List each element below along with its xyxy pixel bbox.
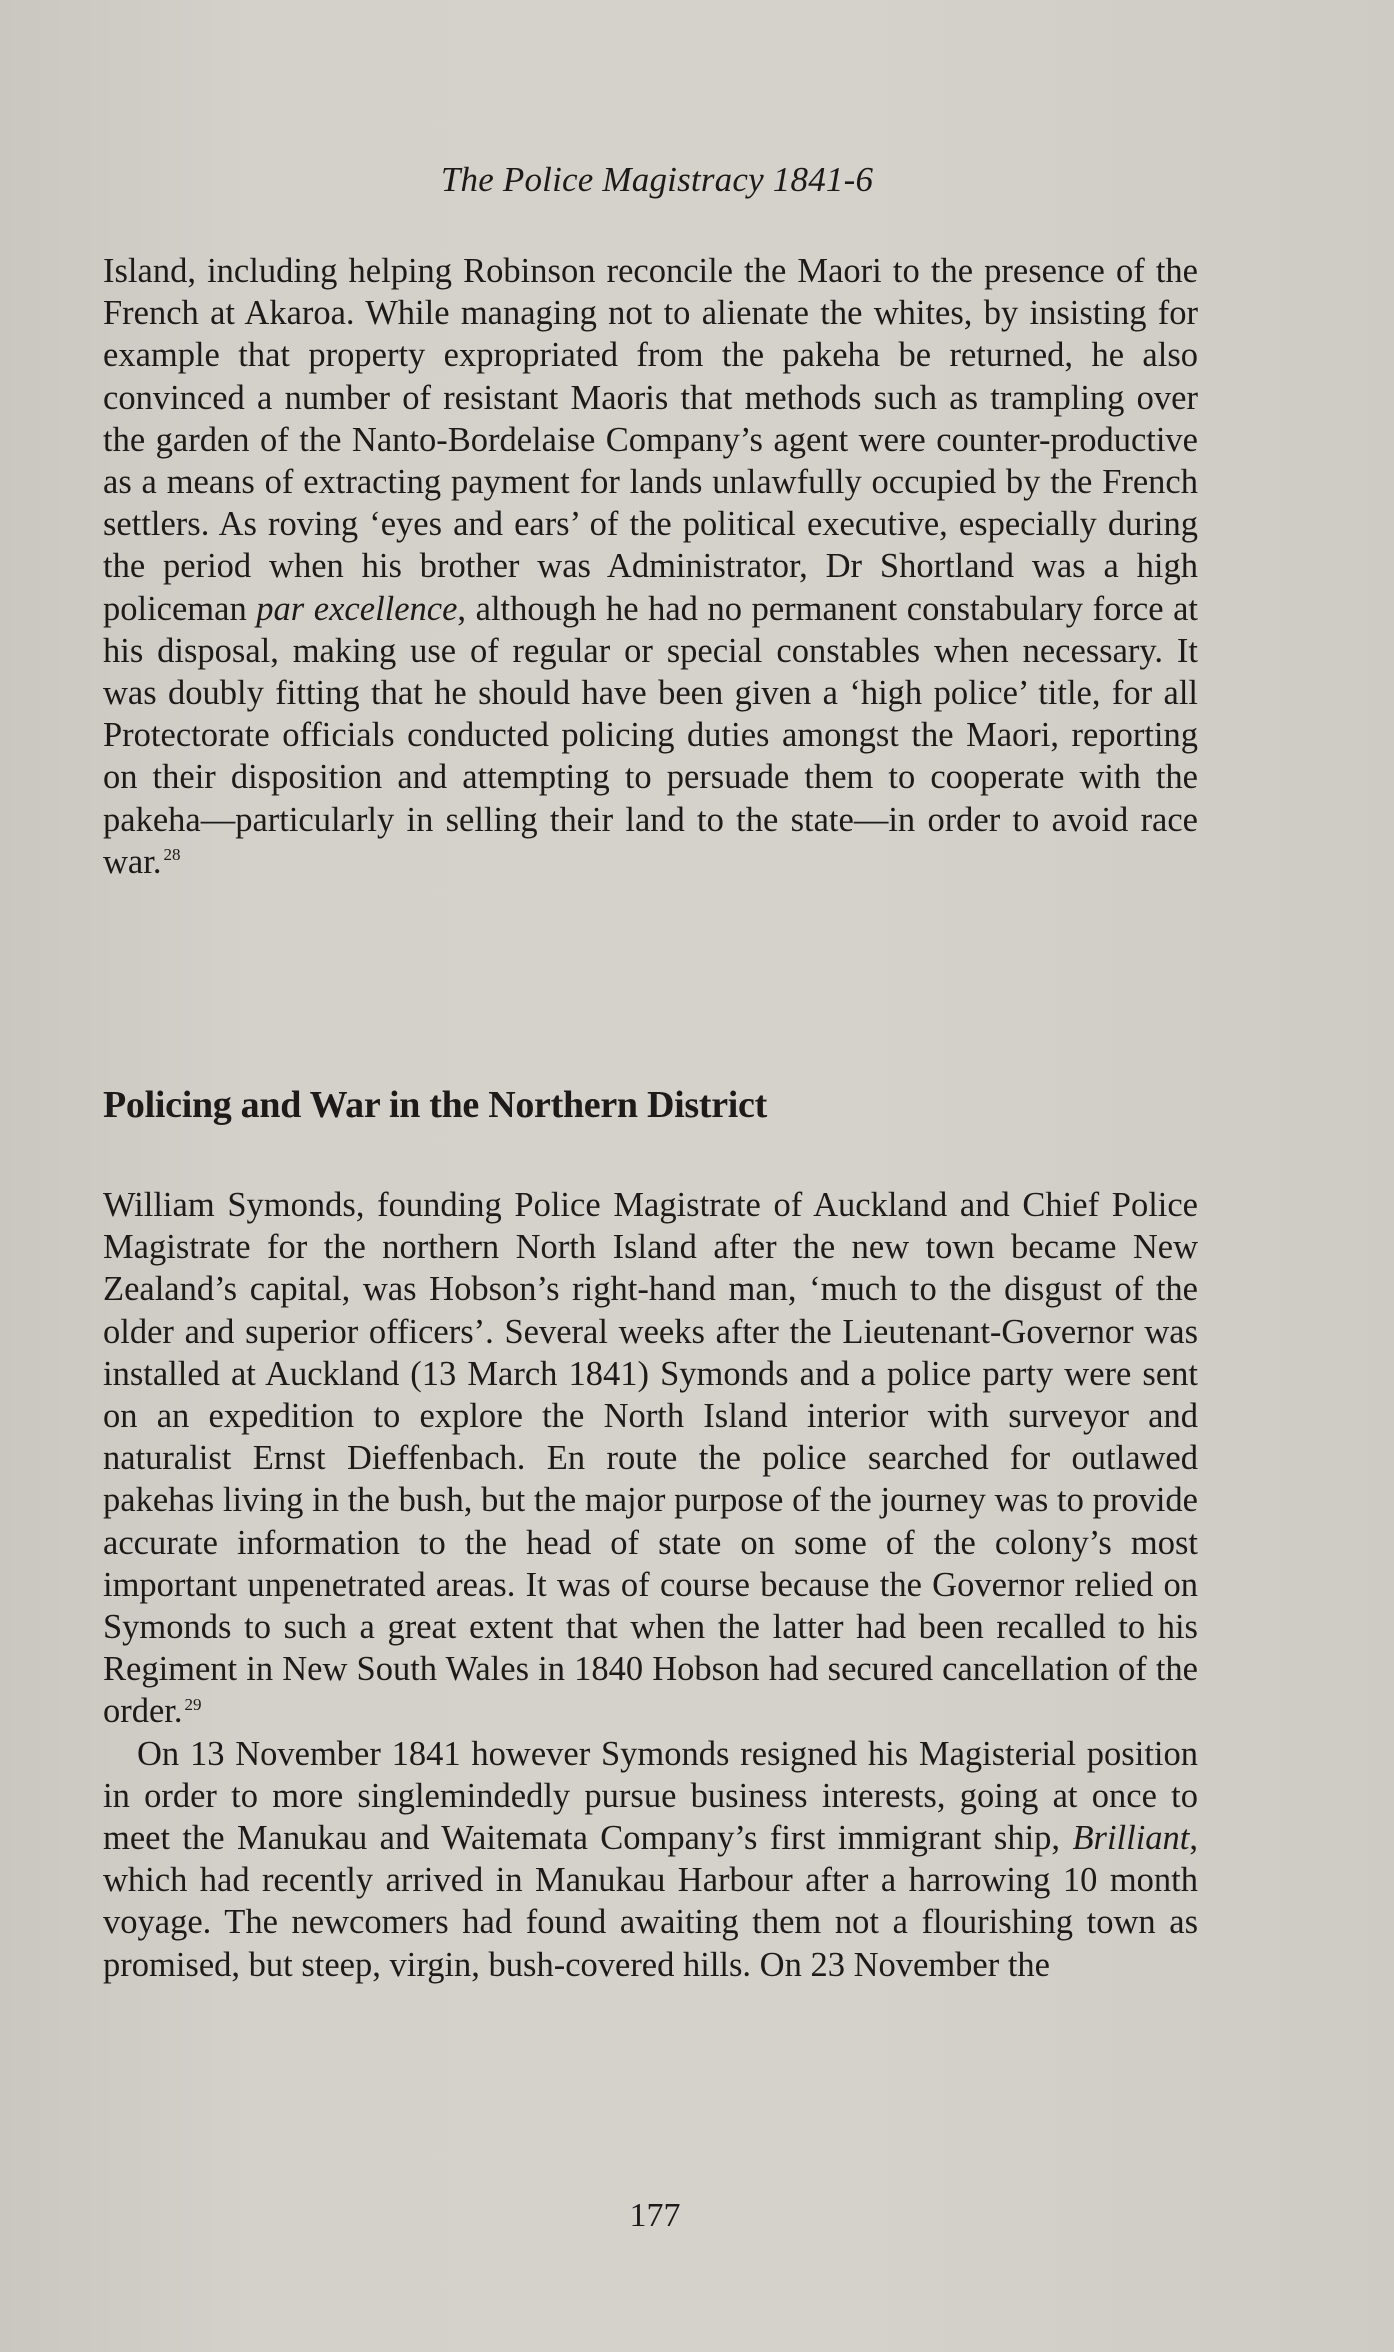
paragraph-text: William Symonds, founding Police Magistrate of Auckland and Chief Police Magistrate for the northern North Island after the new town became New Zealand’s capital, was Hobson’s right-hand man, ‘much to the disgust of the older and superior officers’. Several weeks after the Lieutenant-Governor was installed at Auckland (13 March 1841) Symonds and a police party were sent on an expedition to explore the North Island interior with surveyor and naturalist Ernst Dieffenbach. En route the police searched for outlawed pakehas living in the bush, but the major purpose of the journey was to provide accurate information to the head of state on some of the colony’s most important unpenetrated areas. It was of course because the Governor relied on Symonds to such a great extent that when the latter had been recalled to his Regiment in New South Wales in 1840 Hobson had secured cancellation of the order. [103,1186,1198,1731]
paragraph-text: Island, including helping Robinson reconcile the Maori to the presence of the French at Akaroa. While managing not to alienate the whites, by insisting for example that property expropriated from the pakeha be returned, he also convinced a number of resistant Maoris that methods such as trampling over the garden of the Nanto-Bordelaise Company’s agent were counter-productive as a means of extracting payment for lands unlawfully occupied by the French settlers. As roving ‘eyes and ears’ of the political executive, especially during the period when his brother was Administrator, Dr Shortland was a high policeman [103,252,1198,628]
paragraph-text-continued: , which had recently arrived in Manukau Harbour after a harrowing 10 month voyage. The newcomers had found awaiting them not a flourishing town as promised, but steep, virgin, bush-covered hills. On 23 November the [103,1819,1198,1984]
body-text-section [103,1184,1198,1986]
footnote-marker: 28 [163,845,181,865]
paragraph [103,1184,1198,1733]
paragraph-text-continued: , although he had no permanent constabulary force at his disposal, making use of regular or special constables when necessary. It was doubly fitting that he should have been given a ‘high police’ title, for all Protectorate officials conducted policing duties amongst the Maori, reporting on their disposition and attempting to persuade them to cooperate with the pakeha—particularly in selling their land to the state—in order to avoid race war. [103,589,1198,881]
footnote-marker: 29 [184,1694,202,1714]
running-head: The Police Magistracy 1841-6 [440,160,874,199]
paragraph [103,1733,1198,1986]
paragraph [103,250,1198,883]
body-text-top [103,250,1198,883]
ship-name: Brilliant [1072,1819,1190,1858]
page-number: 177 [629,2197,681,2234]
section-heading: Policing and War in the Northern District [103,1084,767,1126]
paragraph-text: On 13 November 1841 however Symonds resigned his Magisterial position in order to more singlemindedly pursue business interests, going at once to meet the Manukau and Waitemata Company’s first immigrant ship, [103,1734,1198,1858]
italic-phrase: par excellence [256,589,458,628]
